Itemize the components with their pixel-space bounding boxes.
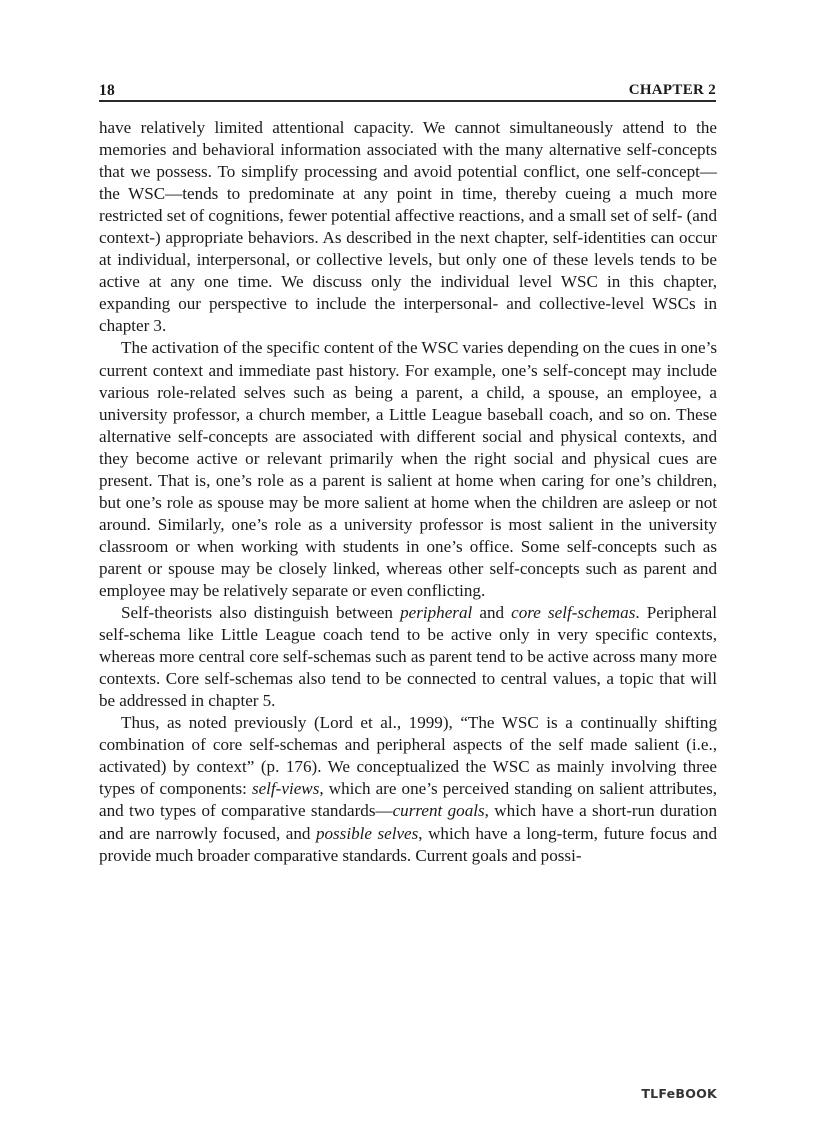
body-text-column bbox=[99, 117, 717, 867]
body-paragraph bbox=[99, 712, 717, 866]
chapter-label: CHAPTER 2 bbox=[628, 82, 716, 98]
page-number: 18 bbox=[99, 81, 115, 99]
text-run: have relatively limited attentional capacity. We cannot simultaneously attend to the memories and behavioral information associated with the many alternative self-concepts that we possess. To simplify processing and avoid potential conflict, one self-concept—the WSC—tends to predominate at any point in time, thereby cueing a much more restricted set of cognitions, fewer potential affective reactions, and a small set of self- (and context-) appropriate behaviors. As described in the next chapter, self-identities can occur at individual, interpersonal, or collective levels, but only one of these levels tends to be active at any one time. We discuss only the individual level WSC in this chapter, expanding our perspective to include the interpersonal- and collective-level WSCs in chapter 3. bbox=[99, 118, 717, 336]
body-paragraph bbox=[99, 117, 717, 337]
emphasis-term: possible selves bbox=[315, 823, 419, 843]
footer-watermark: TLFeBOOK bbox=[641, 1086, 717, 1101]
text-run: , which have a short-run duration and are narrowly focused, and bbox=[99, 801, 718, 843]
body-paragraph bbox=[99, 602, 717, 712]
text-run: . Peripheral self-schema like Little League coach tend to be active only in very specific contexts, whereas more central core self-schemas such as parent tend to be active across many more contexts. Core self-schemas also tend to be connected to central values, a topic that will be addressed in chapter 5. bbox=[99, 603, 717, 711]
text-run: , which have a long-term, future focus and provide much broader comparative standards. Current goals and possi- bbox=[99, 823, 717, 865]
emphasis-term: core self-schemas bbox=[511, 603, 636, 623]
emphasis-term: peripheral bbox=[400, 603, 473, 623]
body-paragraph bbox=[99, 337, 717, 602]
emphasis-term: self-views bbox=[251, 779, 320, 799]
emphasis-term: current goals bbox=[392, 801, 485, 821]
text-run: , which are one’s perceived standing on salient attributes, and two types of comparative standards— bbox=[99, 779, 718, 821]
text-run: Self-theorists also distinguish between bbox=[121, 603, 401, 623]
running-head bbox=[99, 72, 716, 102]
text-run: and bbox=[472, 603, 512, 623]
text-run: The activation of the specific content of the WSC varies depending on the cues in one’s current context and immediate past history. For example, one’s self-concept may include various role-related selves such as being a parent, a child, a spouse, an employee, a university professor, a church member, a Little League baseball coach, and so on. These alternative self-concepts are associated with different social and physical contexts, and they become active or relevant primarily when the right social and physical cues are present. That is, one’s role as a parent is salient at home when caring for one’s children, but one’s role as spouse may be more salient at home when the children are asleep or not around. Similarly, one’s role as a university professor is most salient in the university classroom or when working with students in one’s office. Some self-concepts such as parent or spouse may be closely linked, whereas other self-concepts such as parent and employee may be relatively separate or even conflicting. bbox=[99, 338, 718, 600]
text-run: Thus, as noted previously (Lord et al., 1999), “The WSC is a continually shifting combination of core self-schemas and peripheral aspects of the self made salient (i.e., activated) by context” (p. 176). We conceptualized the WSC as mainly involving three types of components: bbox=[99, 713, 717, 799]
